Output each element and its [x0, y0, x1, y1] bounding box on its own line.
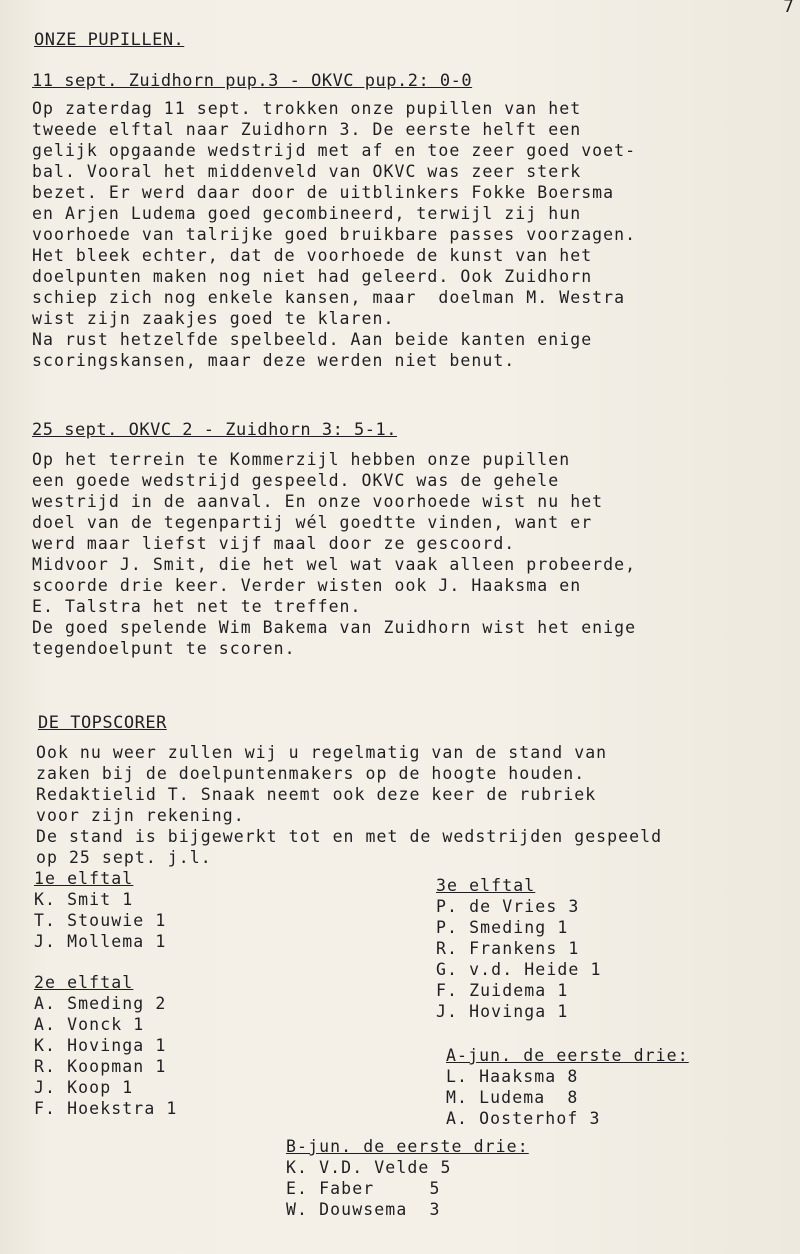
text-line: een goede wedstrijd gespeeld. OKVC was de gehele	[32, 471, 560, 490]
scorer-entry: E. Faber 5	[286, 1179, 441, 1198]
text-line: werd maar liefst vijf maal door ze gescoord.	[32, 534, 516, 553]
text-line: tegendoelpunt te scoren.	[32, 639, 296, 658]
scorer-entry: J. Mollema 1	[34, 932, 167, 951]
text-line: voorhoede van talrijke goed bruikbare passes voorzagen.	[32, 225, 637, 244]
scorer-entry: W. Douwsema 3	[286, 1200, 441, 1219]
text-line: scoorde drie keer. Verder wisten ook J. Haaksma en	[32, 576, 582, 595]
scorer-entry: P. Smeding 1	[436, 918, 569, 937]
text-line: westrijd in de aanval. En onze voorhoede wist nu het	[32, 492, 604, 511]
match-heading-1: 11 sept. Zuidhorn pup.3 - OKVC pup.2: 0-0	[32, 71, 473, 91]
text-line: E. Talstra het net te treffen.	[32, 597, 362, 616]
team-2-scorers	[34, 972, 177, 1119]
section-title-pupillen: ONZE PUPILLEN.	[34, 30, 185, 50]
scorer-entry: G. v.d. Heide 1	[436, 960, 602, 979]
scorer-entry: J. Hovinga 1	[436, 1002, 569, 1021]
text-line: Redaktielid T. Snaak neemt ook deze keer de rubriek	[36, 785, 597, 804]
text-line: Na rust hetzelfde spelbeeld. Aan beide kanten enige	[32, 330, 593, 349]
b-junior-scorers	[286, 1136, 529, 1220]
section-title-topscorer: DE TOPSCORER	[38, 713, 167, 733]
text-line: bal. Vooral het middenveld van OKVC was zeer sterk	[32, 162, 582, 181]
team-1-scorers	[34, 868, 166, 952]
match-report-1	[32, 98, 636, 371]
text-line: Op zaterdag 11 sept. trokken onze pupillen van het	[32, 99, 582, 118]
topscorer-intro	[36, 742, 662, 868]
scorer-entry: F. Zuidema 1	[436, 981, 569, 1000]
scorer-entry: F. Hoekstra 1	[34, 1099, 178, 1118]
text-line: De stand is bijgewerkt tot en met de wedstrijden gespeeld	[36, 827, 663, 846]
text-line: De goed spelende Wim Bakema van Zuidhorn wist het enige	[32, 618, 637, 637]
scorer-entry: R. Koopman 1	[34, 1057, 167, 1076]
scorer-entry: J. Koop 1	[34, 1078, 134, 1097]
scorer-entry: K. V.D. Velde 5	[286, 1158, 452, 1177]
text-line: Het bleek echter, dat de voorhoede de kunst van het	[32, 246, 593, 265]
scorer-entry: M. Ludema 8	[446, 1088, 579, 1107]
text-line: en Arjen Ludema goed gecombineerd, terwijl zij hun	[32, 204, 582, 223]
team-name: B-jun. de eerste drie:	[286, 1137, 529, 1156]
text-line: gelijk opgaande wedstrijd met af en toe zeer goed voet-	[32, 141, 637, 160]
text-line: wist zijn zaakjes goed te klaren.	[32, 309, 395, 328]
scorer-entry: A. Smeding 2	[34, 994, 167, 1013]
text-line: zaken bij de doelpuntenmakers op de hoogte houden.	[36, 764, 586, 783]
scorer-entry: L. Haaksma 8	[446, 1067, 579, 1086]
team-3-scorers	[436, 875, 602, 1022]
team-name: 2e elftal	[34, 973, 134, 992]
text-line: tweede elftal naar Zuidhorn 3. De eerste helft een	[32, 120, 582, 139]
scorer-entry: K. Hovinga 1	[34, 1036, 167, 1055]
text-line: Op het terrein te Kommerzijl hebben onze pupillen	[32, 450, 571, 469]
match-report-2	[32, 449, 636, 659]
a-junior-scorers	[446, 1045, 689, 1129]
page-number: 7	[783, 0, 794, 17]
team-name: A-jun. de eerste drie:	[446, 1046, 689, 1065]
text-line: Ook nu weer zullen wij u regelmatig van de stand van	[36, 743, 608, 762]
match-heading-2: 25 sept. OKVC 2 - Zuidhorn 3: 5-1.	[32, 420, 397, 440]
text-line: schiep zich nog enkele kansen, maar doelman M. Westra	[32, 288, 626, 307]
scorer-entry: A. Vonck 1	[34, 1015, 145, 1034]
scorer-entry: P. de Vries 3	[436, 897, 580, 916]
text-line: Midvoor J. Smit, die het wel wat vaak alleen probeerde,	[32, 555, 637, 574]
text-line: scoringskansen, maar deze werden niet benut.	[32, 351, 516, 370]
text-line: doelpunten maken nog niet had geleerd. Ook Zuidhorn	[32, 267, 593, 286]
text-line: bezet. Er werd daar door de uitblinkers Fokke Boersma	[32, 183, 615, 202]
team-name: 1e elftal	[34, 869, 134, 888]
text-line: op 25 sept. j.l.	[36, 848, 212, 867]
scorer-entry: A. Oosterhof 3	[446, 1109, 601, 1128]
scorer-entry: K. Smit 1	[34, 890, 134, 909]
text-line: voor zijn rekening.	[36, 806, 245, 825]
scorer-entry: R. Frankens 1	[436, 939, 580, 958]
scorer-entry: T. Stouwie 1	[34, 911, 167, 930]
team-name: 3e elftal	[436, 876, 536, 895]
text-line: doel van de tegenpartij wél goedtte vinden, want er	[32, 513, 593, 532]
